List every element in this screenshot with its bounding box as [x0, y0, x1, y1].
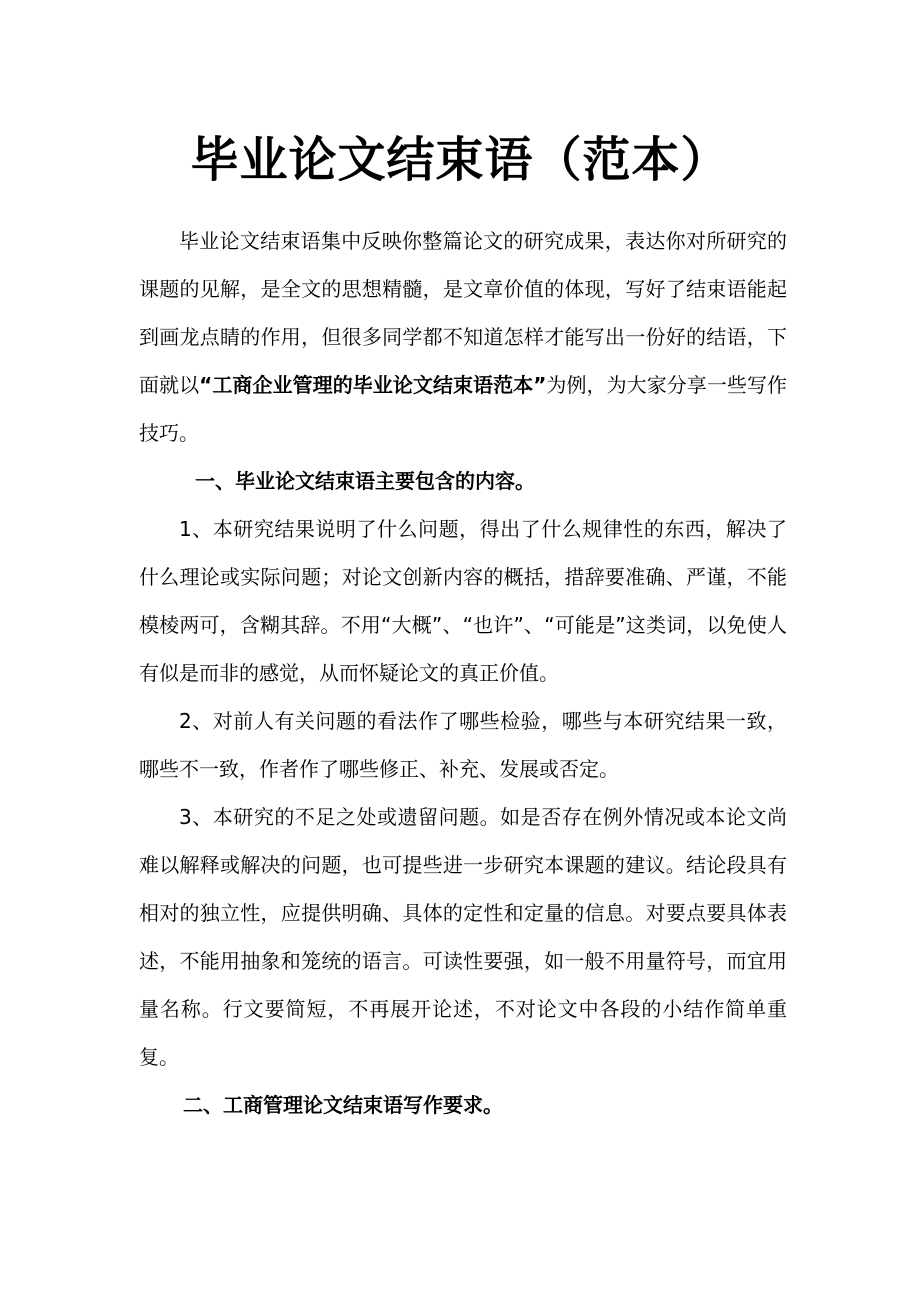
intro-text-before: 毕业论文结束语集中反映你整篇论文的研究成果，表达你对所研究的课题的见解，是全文的思想精髓，是文章价值的体现，写好了结束语能起到画龙点睛的作用，但很多同学都不知道怎样才能写出一份好的结语，下面就以: [139, 229, 787, 397]
intro-bold-example: “工商企业管理的毕业论文结束语范本”: [199, 373, 547, 397]
section1-item-1: 1、本研究结果说明了什么问题，得出了什么规律性的东西，解决了什么理论或实际问题；对论文创新内容的概括，措辞要准确、严谨，不能模棱两可，含糊其辞。不用“大概”、“也许”、“可能是”这类词，以免使人有似是而非的感觉，从而怀疑论文的真正价值。: [139, 517, 787, 685]
section-heading-1: 一、毕业论文结束语主要包含的内容。: [195, 469, 535, 493]
section1-item-2: 2、对前人有关问题的看法作了哪些检验，哪些与本研究结果一致，哪些不一致，作者作了哪些修正、补充、发展或否定。: [139, 709, 787, 781]
section-heading-2: 二、工商管理论文结束语写作要求。: [183, 1093, 503, 1117]
intro-paragraph: [139, 217, 787, 457]
section1-item-3: 3、本研究的不足之处或遗留问题。如是否存在例外情况或本论文尚难以解释或解决的问题，也可提些进一步研究本课题的建议。结论段具有相对的独立性，应提供明确、具体的定性和定量的信息。对要点要具体表述，不能用抽象和笼统的语言。可读性要强，如一般不用量符号，而宜用量名称。行文要简短，不再展开论述，不对论文中各段的小结作简单重复。: [139, 805, 787, 1069]
intro-text-after: 为例，为大家分享一些写作技巧。: [139, 373, 788, 445]
document-page: [139, 120, 787, 1129]
document-title: 毕业论文结束语（范本）: [190, 132, 730, 188]
